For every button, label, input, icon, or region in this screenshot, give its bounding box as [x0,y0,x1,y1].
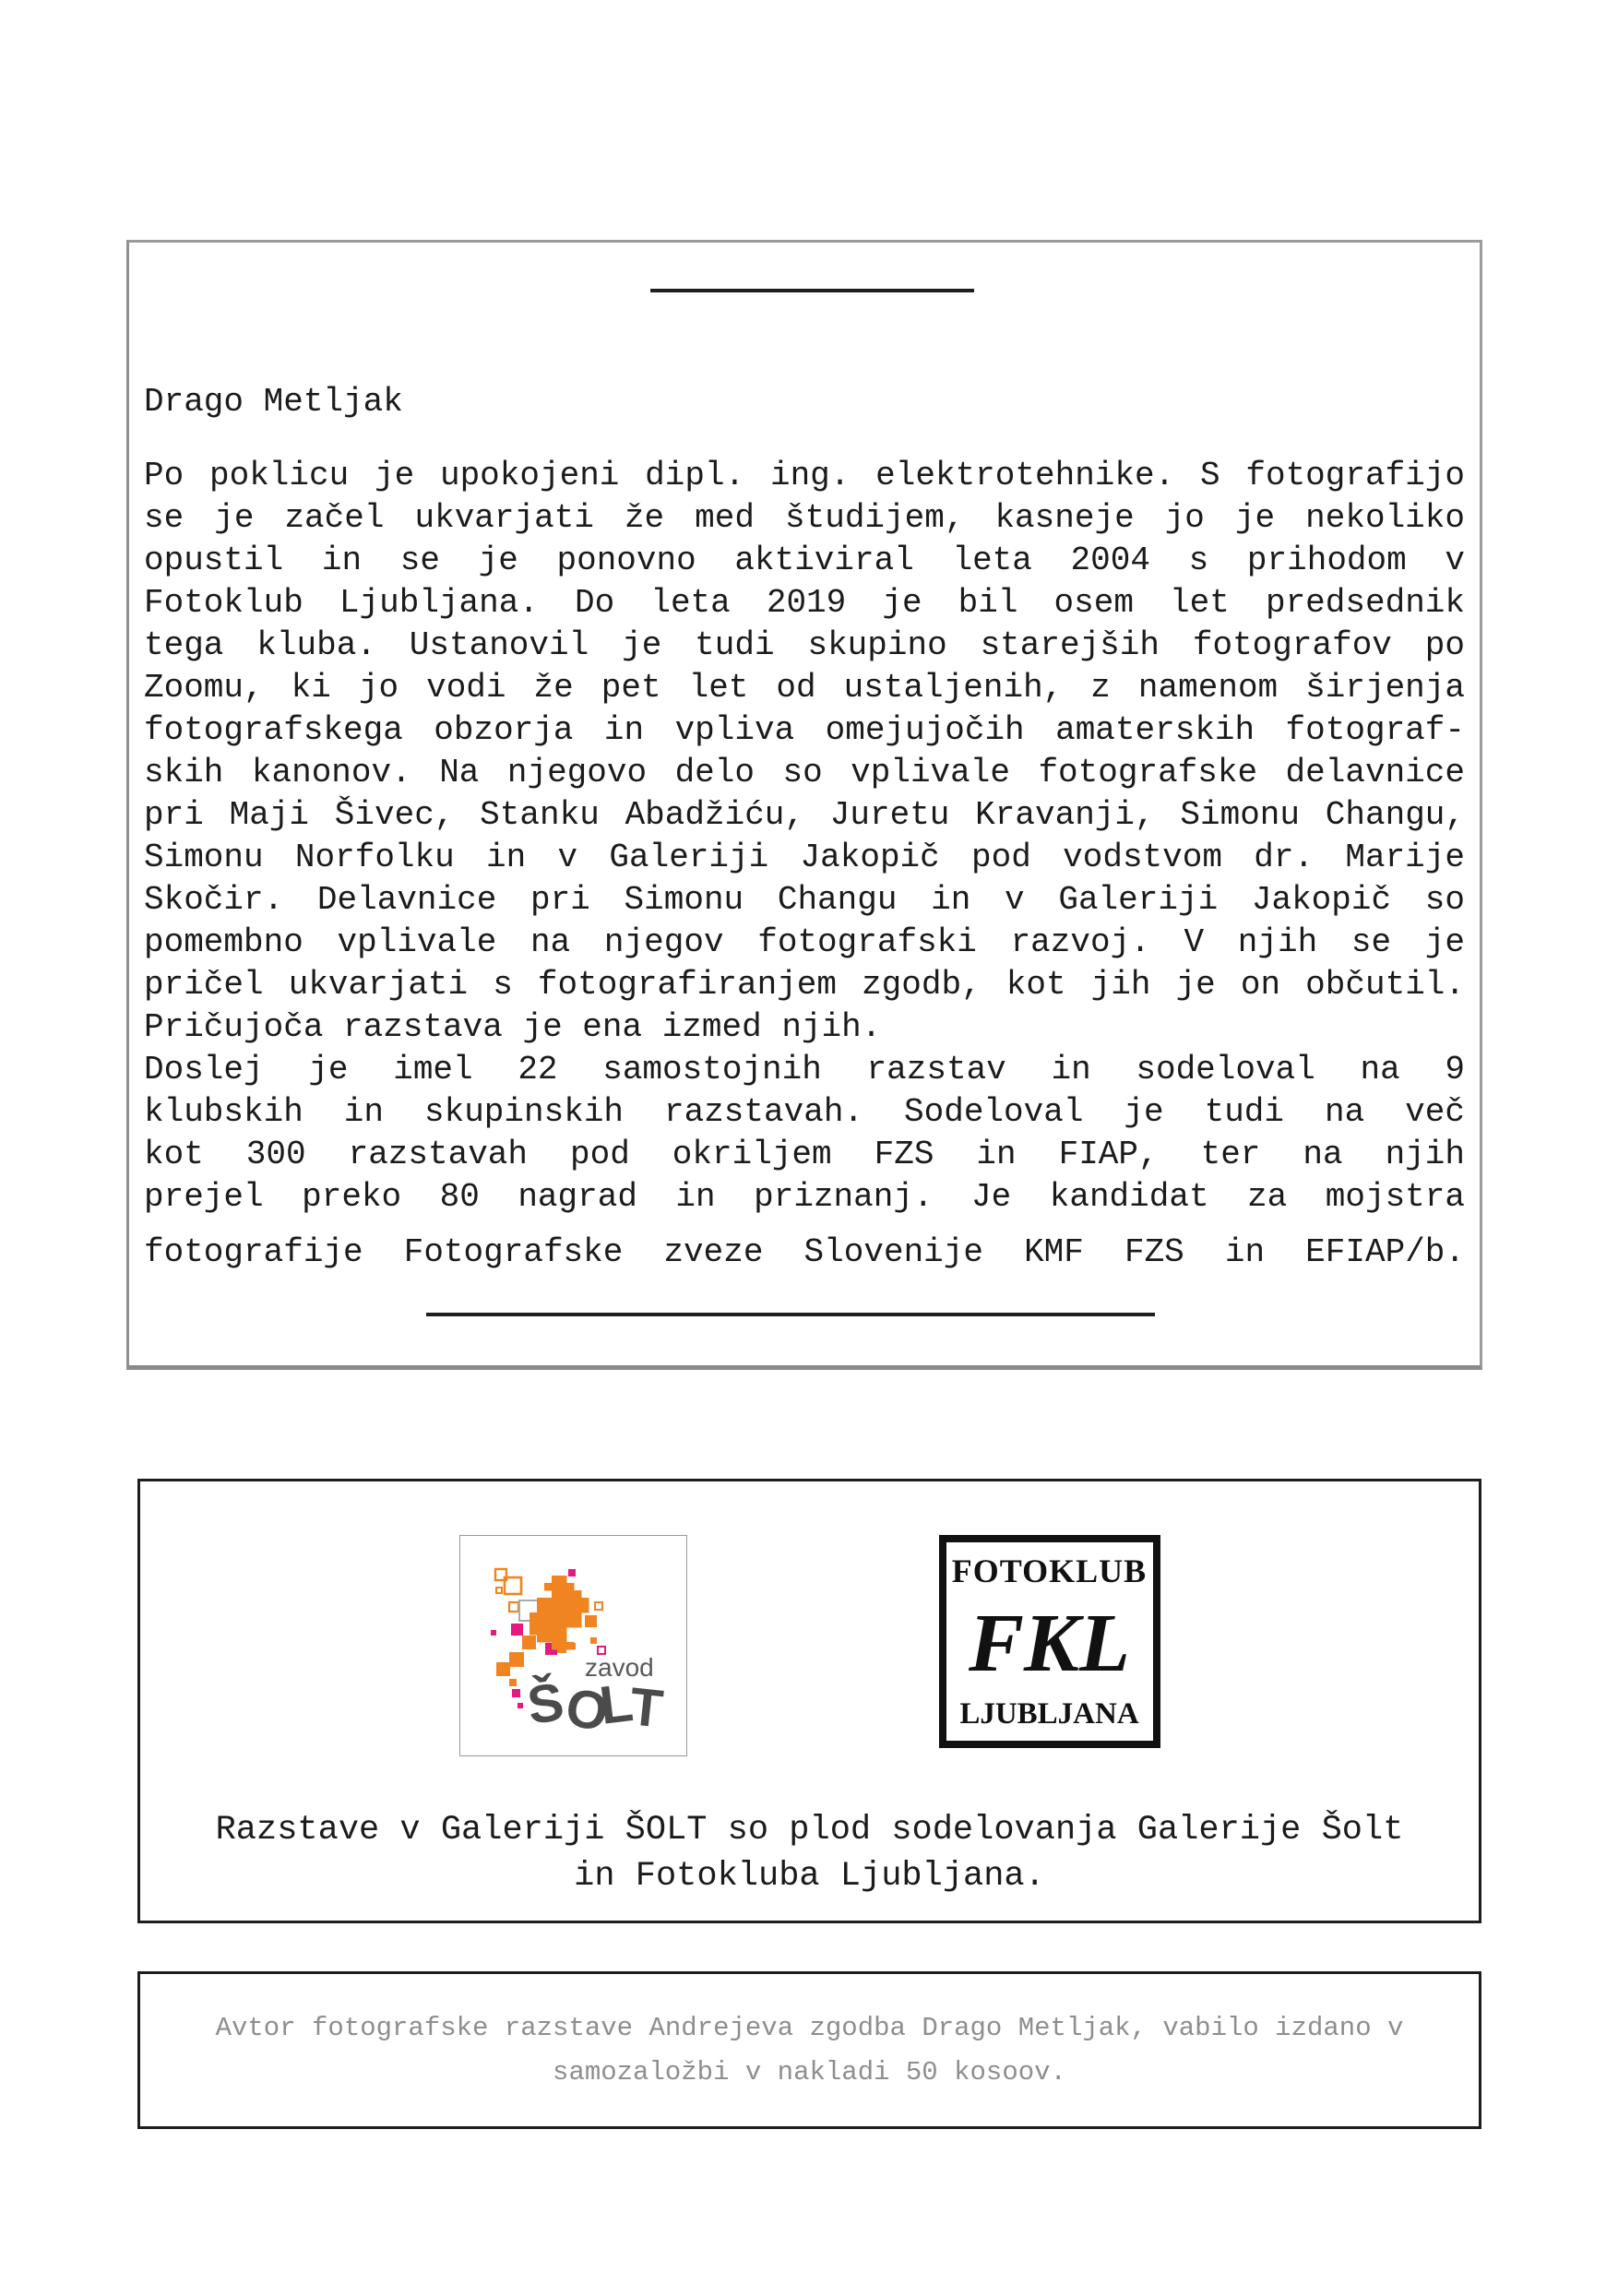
solt-logo [459,1535,687,1756]
bio-line: Doslej je imel 22 samostojnih razstav in sodeloval na 9 [144,1051,1465,1089]
svg-text:ŠOLT [523,1671,664,1743]
solt-zavod-label: zavod [584,1653,654,1682]
colophon-line-2: samozaložbi v nakladi 50 kosoov. [553,2056,1066,2088]
bio-line: Po poklicu je upokojeni dipl. ing. elektrotehnike. S fotografijo [144,457,1465,494]
bio-line: se je začel ukvarjati že med študijem, kasneje jo je nekoliko [144,499,1465,537]
bio-line: fotografskega obzorja in vpliva omejujočih amaterskih fotograf- [144,711,1465,749]
bio-line: Zoomu, ki jo vodi že pet let od ustaljenih, z namenom širjenja [144,669,1465,707]
bio-line: Simonu Norfolku in v Galeriji Jakopič pod vodstvom dr. Marije [144,839,1465,876]
bio-line: klubskih in skupinskih razstavah. Sodeloval je tudi na več [144,1093,1465,1131]
partners-caption-line-1: Razstave v Galeriji ŠOLT so plod sodelovanja Galerije Šolt [215,1811,1404,1850]
bio-line: opustil in se je ponovno aktiviral leta 2004 s prihodom v [144,541,1465,579]
logos-row [140,1535,1479,1756]
bio-line: Pričujoča razstava je ena izmed njih. [144,1008,882,1046]
bio-line: fotografije Fotografske zveze Slovenije KMF FZS in EFIAP/b. [144,1233,1465,1271]
partners-caption [140,1807,1479,1899]
colophon-card [137,1971,1481,2129]
bio-paragraph [144,455,1465,1274]
partners-card [137,1479,1481,1923]
top-divider-line [650,289,974,292]
bottom-divider-line [426,1313,1155,1316]
fkl-logo [939,1535,1160,1748]
bio-line: prejel preko 80 nagrad in priznanj. Je kandidat za mojstra [144,1178,1465,1216]
solt-wordmark: ŠOLT [523,1671,663,1743]
bio-line: pomembno vplivale na njegov fotografski razvoj. V njih se je [144,923,1465,961]
bio-line: skih kanonov. Na njegovo delo so vplivale fotografske delavnice [144,754,1465,791]
bio-line: pričel ukvarjati s fotografiranjem zgodb, kot jih je on občutil. [144,966,1465,1004]
partners-caption-line-2: in Fotokluba Ljubljana. [574,1857,1045,1896]
bio-line: tega kluba. Ustanovil je tudi skupino starejših fotografov po [144,626,1465,664]
fkl-logo-abbreviation: FKL [968,1598,1131,1689]
bio-line: pri Maji Šivec, Stanku Abadžiću, Juretu Kravanji, Simonu Changu, [144,796,1465,834]
author-name: Drago Metljak [144,383,403,421]
bio-line: Skočir. Delavnice pri Simonu Changu in v Galeriji Jakopič so [144,881,1465,919]
solt-logo-graphic [460,1536,686,1755]
bio-line: kot 300 razstavah pod okriljem FZS in FIAP, ter na njih [144,1136,1465,1173]
fkl-logo-bottom-label: LJUBLJANA [959,1697,1139,1731]
bio-line: Fotoklub Ljubljana. Do leta 2019 je bil osem let predsednik [144,584,1465,622]
bio-card [126,240,1482,1370]
colophon-line-1: Avtor fotografske razstave Andrejeva zgodba Drago Metljak, vabilo izdano v [215,2012,1404,2043]
fkl-logo-top-label: FOTOKLUB [951,1552,1148,1589]
